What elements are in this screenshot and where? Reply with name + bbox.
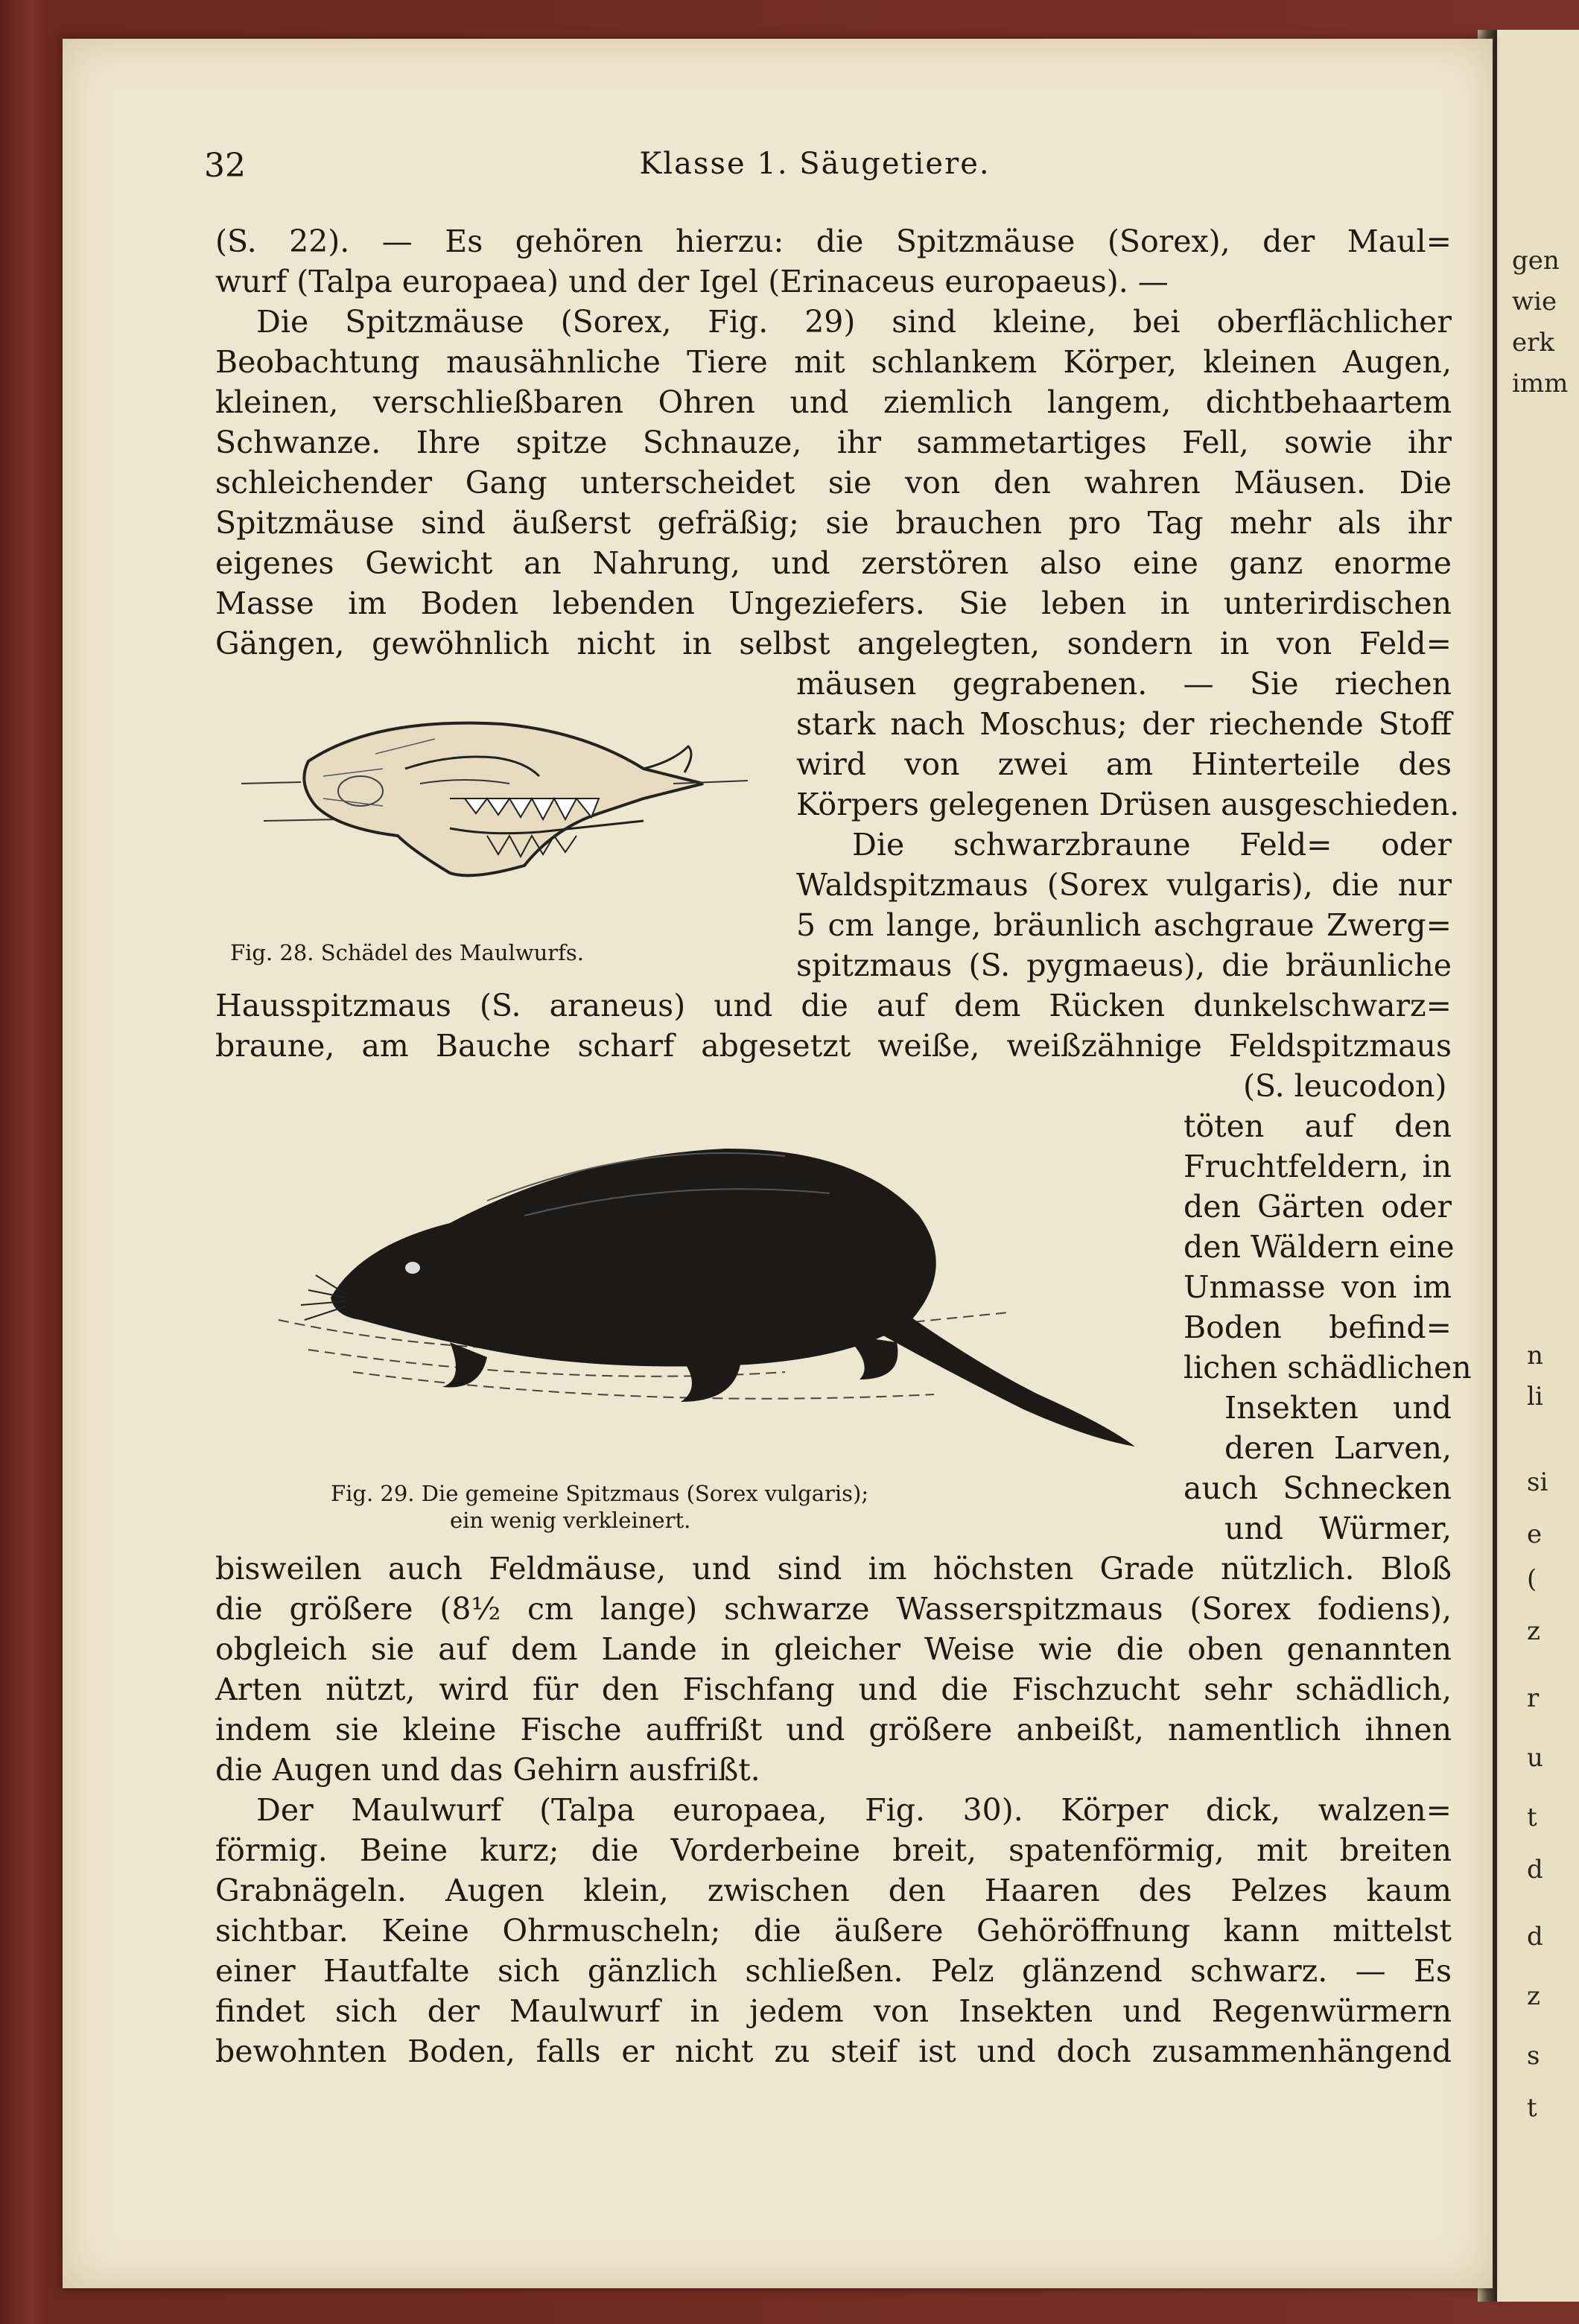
fragment: si xyxy=(1527,1467,1548,1497)
figure-caption: ein wenig verkleinert. xyxy=(450,1508,691,1533)
text-line: Gängen, gewöhnlich nicht in selbst angelegten, sondern in von Feld= xyxy=(215,626,1452,661)
text-line: indem sie kleine Fische auffrißt und größere anbeißt, namentlich ihnen xyxy=(215,1712,1452,1747)
text-line: stark nach Moschus; der riechende Stoff xyxy=(796,706,1452,742)
shrew-illustration xyxy=(264,1096,1157,1484)
text-line: eigenes Gewicht an Nahrung, und zerstören also eine ganz enorme xyxy=(215,545,1452,581)
fragment: u xyxy=(1527,1743,1543,1773)
text-line: Fruchtfeldern, in xyxy=(1184,1149,1452,1184)
text-line: Körpers gelegenen Drüsen ausgeschieden. xyxy=(796,787,1460,822)
text-line: (S. leucodon) xyxy=(1243,1068,1447,1104)
text-line: und Würmer, xyxy=(1224,1511,1452,1546)
text-line: Boden befind= xyxy=(1184,1309,1452,1345)
text-line: die Augen und das Gehirn ausfrißt. xyxy=(215,1752,760,1788)
fragment: wie xyxy=(1512,287,1557,317)
fragment: e xyxy=(1527,1520,1543,1549)
text-line: spitzmaus (S. pygmaeus), die bräunliche xyxy=(796,947,1452,983)
fragment: z xyxy=(1527,1616,1540,1646)
fragment: gen xyxy=(1512,246,1560,276)
fragment: t xyxy=(1527,2093,1537,2123)
text-line: Die schwarzbraune Feld= oder xyxy=(852,827,1452,863)
text-line: braune, am Bauche scharf abgesetzt weiße, weißzähnige Feldspitzmaus xyxy=(215,1028,1452,1064)
text-line: die größere (8½ cm lange) schwarze Wasserspitzmaus (Sorex fodiens), xyxy=(215,1591,1452,1627)
fragment: t xyxy=(1527,1803,1537,1832)
text-line: einer Hautfalte sich gänzlich schließen. Pelz glänzend schwarz. — Es xyxy=(215,1953,1452,1989)
fragment: imm xyxy=(1512,369,1569,399)
text-line: Grabnägeln. Augen klein, zwischen den Haaren des Pelzes kaum xyxy=(215,1873,1452,1908)
text-line: den Gärten oder xyxy=(1184,1189,1452,1225)
text-line: Beobachtung mausähnliche Tiere mit schlankem Körper, kleinen Augen, xyxy=(215,344,1452,380)
text-line: Waldspitzmaus (Sorex vulgaris), die nur xyxy=(796,867,1452,903)
text-line: bewohnten Boden, falls er nicht zu steif ist und doch zusammenhängend xyxy=(215,2034,1452,2069)
figure-caption: Fig. 28. Schädel des Maulwurfs. xyxy=(230,940,584,965)
text-line: Masse im Boden lebenden Ungeziefers. Sie leben in unterirdischen xyxy=(215,585,1452,621)
text-line: bisweilen auch Feldmäuse, und sind im höchsten Grade nützlich. Bloß xyxy=(215,1551,1452,1587)
text-line: mäusen gegrabenen. — Sie riechen xyxy=(796,666,1452,702)
skull-illustration xyxy=(226,687,763,910)
page-header xyxy=(63,147,1493,191)
text-line: Unmasse von im xyxy=(1184,1269,1452,1305)
text-line: (S. 22). — Es gehören hierzu: die Spitzmäuse (Sorex), der Maul= xyxy=(215,223,1452,259)
next-page-edge xyxy=(1497,30,1579,2302)
text-line: schleichender Gang unterscheidet sie von den wahren Mäusen. Die xyxy=(215,465,1452,501)
text-line: Insekten und xyxy=(1224,1390,1452,1426)
book-page xyxy=(63,39,1493,2288)
fragment: d xyxy=(1527,1922,1543,1952)
text-line: sichtbar. Keine Ohrmuscheln; die äußere Gehöröffnung kann mittelst xyxy=(215,1913,1452,1949)
text-line: lichen schädlichen xyxy=(1184,1350,1472,1385)
text-line: töten auf den xyxy=(1184,1108,1452,1144)
text-line: förmig. Beine kurz; die Vorderbeine breit, spatenförmig, mit breiten xyxy=(215,1832,1452,1868)
text-line: Der Maulwurf (Talpa europaea, Fig. 30). Körper dick, walzen= xyxy=(256,1792,1452,1828)
fragment: z xyxy=(1527,1981,1540,2011)
text-line: Schwanze. Ihre spitze Schnauze, ihr sammetartiges Fell, sowie ihr xyxy=(215,425,1452,460)
text-line: obgleich sie auf dem Lande in gleicher Weise wie die oben genannten xyxy=(215,1631,1452,1667)
fragment: ( xyxy=(1527,1564,1537,1594)
text-line: den Wäldern eine xyxy=(1184,1229,1455,1265)
fragment: erk xyxy=(1512,328,1554,358)
fragment: r xyxy=(1527,1683,1540,1713)
text-line: deren Larven, xyxy=(1224,1430,1452,1466)
text-line: auch Schnecken xyxy=(1184,1470,1452,1506)
text-line: Die Spitzmäuse (Sorex, Fig. 29) sind kleine, bei oberflächlicher xyxy=(256,304,1452,340)
text-line: findet sich der Maulwurf in jedem von Insekten und Regenwürmern xyxy=(215,1993,1452,2029)
fragment: d xyxy=(1527,1855,1543,1885)
text-line: wurf (Talpa europaea) und der Igel (Erinaceus europaeus). — xyxy=(215,264,1169,299)
text-line: kleinen, verschließbaren Ohren und ziemlich langem, dichtbehaartem xyxy=(215,384,1452,420)
text-line: Spitzmäuse sind äußerst gefräßig; sie brauchen pro Tag mehr als ihr xyxy=(215,505,1452,541)
fragment: n xyxy=(1527,1341,1543,1371)
page-number: 32 xyxy=(204,147,246,185)
fragment: s xyxy=(1527,2041,1540,2071)
fragment: li xyxy=(1527,1382,1543,1412)
running-head: Klasse 1. Säugetiere. xyxy=(639,147,991,181)
figure-caption: Fig. 29. Die gemeine Spitzmaus (Sorex vulgaris); xyxy=(331,1481,869,1506)
text-line: 5 cm lange, bräunlich aschgraue Zwerg= xyxy=(796,907,1452,943)
text-line: wird von zwei am Hinterteile des xyxy=(796,746,1452,782)
text-line: Arten nützt, wird für den Fischfang und die Fischzucht sehr schädlich, xyxy=(215,1671,1452,1707)
text-line: Hausspitzmaus (S. araneus) und die auf dem Rücken dunkelschwarz= xyxy=(215,988,1452,1023)
